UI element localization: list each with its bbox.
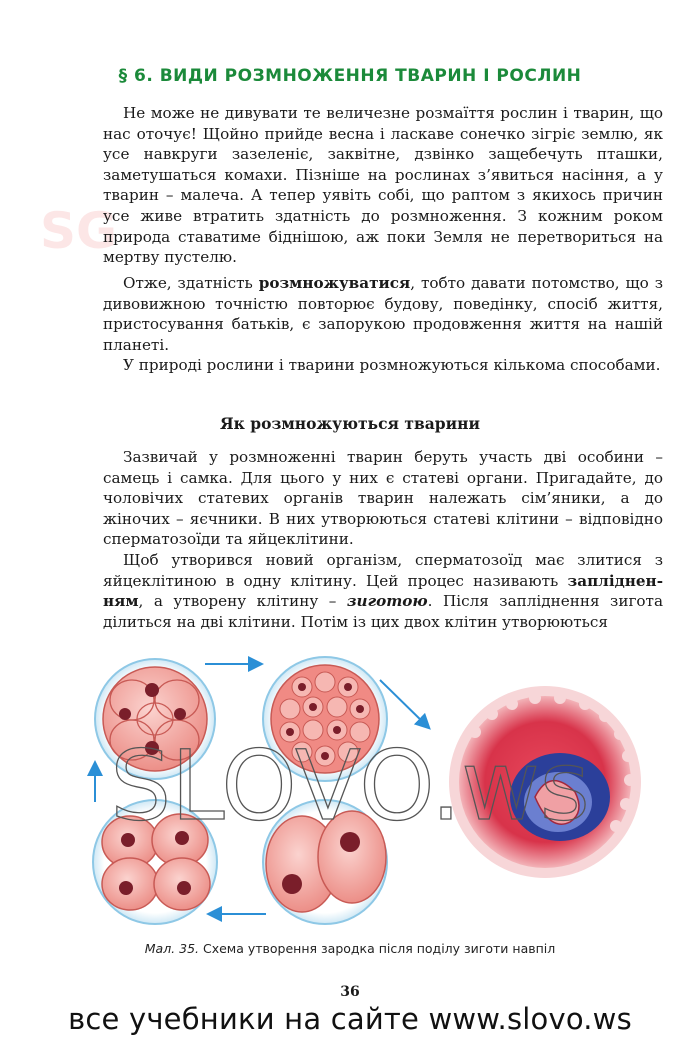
footer-banner: все учебники на сайте www.slovo.ws xyxy=(68,1002,632,1036)
intro-p3-text: У природі рослини і тварини розмножуються кількома способами. xyxy=(123,356,661,374)
intro-paragraph-1 xyxy=(103,103,663,268)
intro-paragraph-3 xyxy=(103,355,663,376)
intro-p2-before: Отже, здатність xyxy=(123,274,259,292)
animals-paragraph-2 xyxy=(103,550,663,632)
animals-p1-text: Зазвичай у розмноженні тварин беруть участь дві особини – самець і самка. Для цього у них є статеві органи. Пригадайте, до чоловічих статевих органів тварин належать сім’яники, а до жіночих – яєчники. В них утворюються статеві клітини – відповідно сперматозоїди та яйцеклітини. xyxy=(103,448,663,549)
animals-p2-a: Щоб утворився новий організм, сперматозоїд має злитися з яйцеклітиною в одну клітину. Цей процес називають xyxy=(103,551,663,590)
intro-p1-text: Не може не дивувати те величезне розмаїття рослин і тварин, що нас оточує! Щойно прийде весна і ласкаве сонечко зігріє землю, як усе навкруги зазеленіє, заквітне, дзвінко защебечуть пташки, заметушаться комахи. Пізніше на рослинах з’явиться насіння, а у тварин – малеча. А тепер уявіть собі, що раптом з якихось причин усе живе втратить здатність до розмноження. З кожним роком природа ставатиме біднішою, аж поки Земля не перетвориться на мертву пустелю. xyxy=(103,104,663,267)
page-number: 36 xyxy=(340,984,360,1000)
section-title: § 6. ВИДИ РОЗМНОЖЕННЯ ТВАРИН І РОСЛИН xyxy=(118,66,582,86)
animals-p2-c: . Після запліднення зигота ділиться на дві клітини. Потім із цих двох клітин утворюються xyxy=(103,592,663,631)
subsection-title: Як розмножуються тварини xyxy=(220,414,480,433)
stage-embryo xyxy=(449,686,641,878)
svg-text:SG: SG xyxy=(40,202,118,260)
intro-paragraph-2 xyxy=(103,273,663,355)
figure-caption xyxy=(0,941,700,956)
term-zygote: зиготою xyxy=(346,592,428,611)
stage-4-cells xyxy=(93,800,217,924)
stage-8-cells xyxy=(95,659,215,779)
term-reproduce: розмножуватися xyxy=(258,274,411,292)
caption-text: Схема утворення зародка після поділу зиготи навпіл xyxy=(199,941,556,956)
intro-p2-after: , тобто давати потомство, що з дивовижною точністю повторює будову, поведінку, спосіб життя, пристосування батьків, є запорукою продовження життя на нашій планеті. xyxy=(103,274,664,354)
term-fertilization: заплідненням xyxy=(103,571,663,611)
stage-2-cells xyxy=(263,800,387,924)
caption-label: Мал. 35. xyxy=(144,941,200,956)
watermark-text: SLOVO.ws xyxy=(110,735,590,835)
animals-paragraph-1 xyxy=(103,447,663,550)
embryo-development-figure xyxy=(80,652,660,942)
stage-morula xyxy=(263,657,387,781)
animals-p2-b: , а утворену клітину – xyxy=(138,592,347,611)
